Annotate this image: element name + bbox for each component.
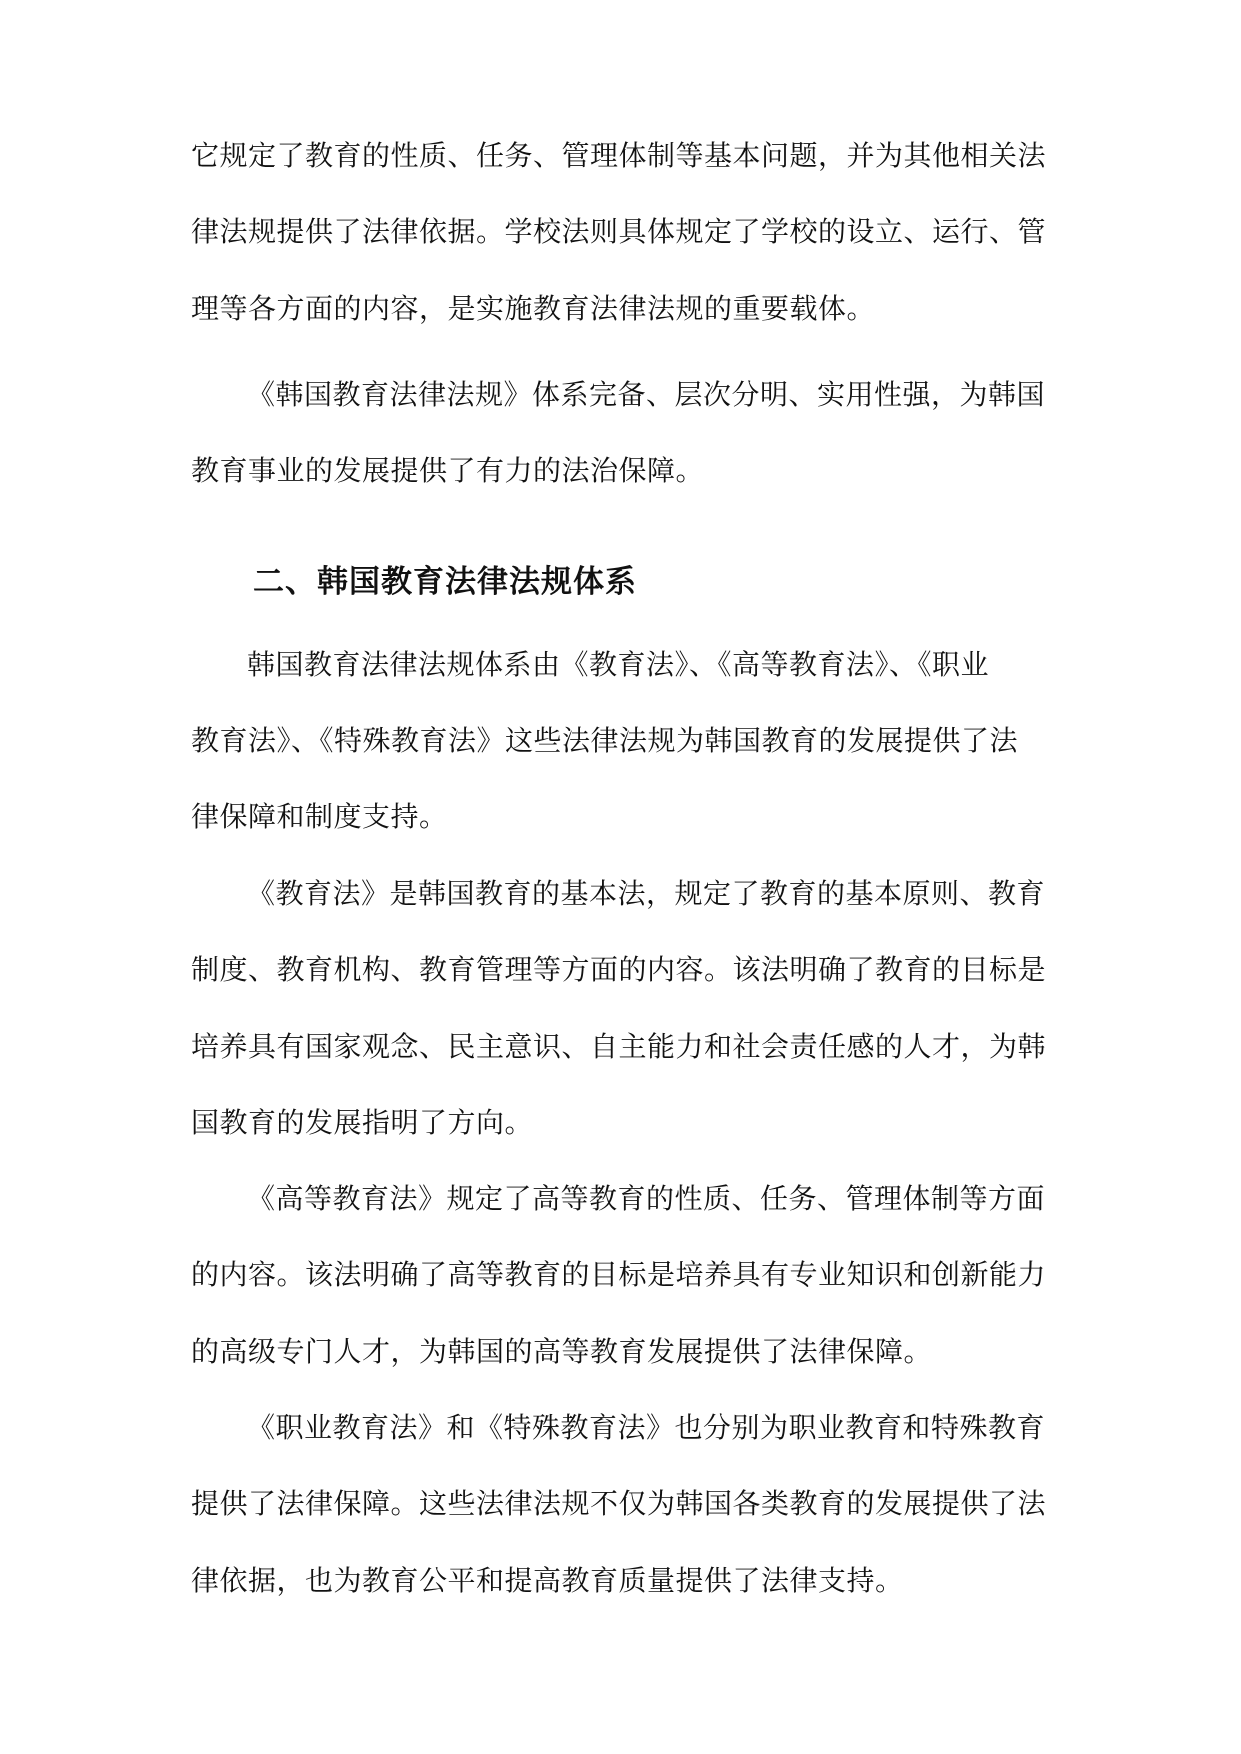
- intro-line-1: 它规定了教育的性质、任务、管理体制等基本问题，并为其他相关法: [191, 139, 1047, 172]
- section-p2-line-2: 制度、教育机构、教育管理等方面的内容。该法明确了教育的目标是: [191, 953, 1047, 986]
- section-p1-line-3: 律保障和制度支持。: [191, 800, 448, 833]
- section-p3-line-3: 的高级专门人才，为韩国的高等教育发展提供了法律保障。: [191, 1335, 933, 1368]
- section-heading: 二、韩国教育法律法规体系: [253, 564, 637, 600]
- section-p2-line-3: 培养具有国家观念、民主意识、自主能力和社会责任感的人才，为韩: [191, 1030, 1047, 1063]
- summary-line-2: 教育事业的发展提供了有力的法治保障。: [191, 454, 705, 487]
- section-p4-line-3: 律依据，也为教育公平和提高教育质量提供了法律支持。: [191, 1564, 904, 1597]
- section-p3-line-1: 《高等教育法》规定了高等教育的性质、任务、管理体制等方面: [247, 1182, 1046, 1215]
- section-p1-line-2: 教育法》、《特殊教育法》这些法律法规为韩国教育的发展提供了法: [191, 724, 1019, 757]
- intro-line-2: 律法规提供了法律依据。学校法则具体规定了学校的设立、运行、管: [191, 215, 1047, 248]
- section-p2-line-1: 《教育法》是韩国教育的基本法，规定了教育的基本原则、教育: [247, 877, 1046, 910]
- section-p2-line-4: 国教育的发展指明了方向。: [191, 1106, 534, 1139]
- section-p3-line-2: 的内容。该法明确了高等教育的目标是培养具有专业知识和创新能力: [191, 1258, 1047, 1291]
- section-p4-line-1: 《职业教育法》和《特殊教育法》也分别为职业教育和特殊教育: [247, 1411, 1046, 1444]
- section-p1-line-1: 韩国教育法律法规体系由《教育法》、《高等教育法》、《职业: [247, 648, 990, 681]
- intro-line-3: 理等各方面的内容，是实施教育法律法规的重要载体。: [191, 292, 876, 325]
- summary-line-1: 《韩国教育法律法规》体系完备、层次分明、实用性强，为韩国: [247, 378, 1046, 411]
- section-p4-line-2: 提供了法律保障。这些法律法规不仅为韩国各类教育的发展提供了法: [191, 1487, 1047, 1520]
